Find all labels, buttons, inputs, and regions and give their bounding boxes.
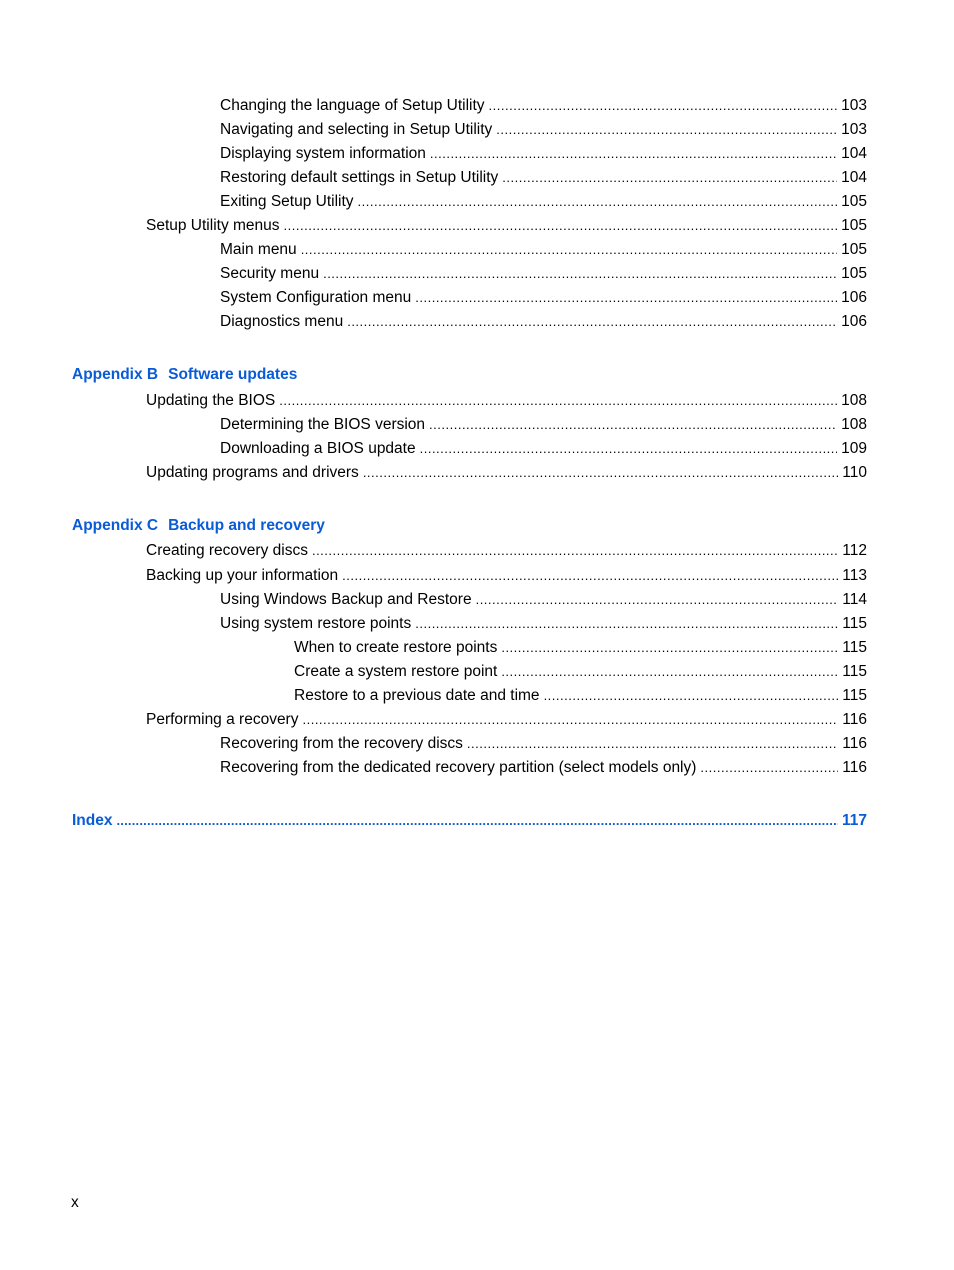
- dot-leader: [363, 463, 838, 483]
- dot-leader: [420, 439, 838, 459]
- dot-leader: [430, 144, 837, 164]
- dot-leader: [467, 734, 838, 754]
- toc-entry-page: 115: [842, 639, 867, 656]
- toc-entry[interactable]: [220, 439, 867, 459]
- toc-entry[interactable]: [220, 415, 867, 435]
- dot-leader: [501, 638, 838, 658]
- toc-entry-title: Updating the BIOS: [146, 392, 276, 409]
- toc-entry[interactable]: [220, 192, 867, 212]
- toc-entry-page: 116: [842, 711, 867, 728]
- toc-entry-page: 112: [842, 542, 867, 559]
- toc-entry-title: Determining the BIOS version: [220, 416, 426, 433]
- appendix-b-title: Software updates: [168, 366, 298, 383]
- dot-leader: [301, 240, 837, 260]
- toc-entry-page: 110: [842, 464, 867, 481]
- toc-entry-title: Recovering from the dedicated recovery partition (select models only): [220, 759, 697, 776]
- dot-leader: [502, 168, 837, 188]
- toc-entry-title: Main menu: [220, 241, 297, 258]
- dot-leader: [323, 264, 837, 284]
- toc-entry[interactable]: [294, 686, 867, 706]
- toc-entry-page: 105: [841, 193, 867, 210]
- toc-entry-title: Security menu: [220, 265, 320, 282]
- dot-leader: [429, 415, 837, 435]
- toc-entry[interactable]: [220, 312, 867, 332]
- toc-entry-title: Restoring default settings in Setup Utility: [220, 169, 499, 186]
- toc-entry-title: Diagnostics menu: [220, 313, 344, 330]
- toc-entry-page: 105: [841, 241, 867, 258]
- toc-entry-page: 104: [841, 145, 867, 162]
- dot-leader: [496, 120, 837, 140]
- toc-entry-title: Performing a recovery: [146, 711, 299, 728]
- toc-entry-title: Exiting Setup Utility: [220, 193, 354, 210]
- appendix-b-label: Appendix B: [72, 366, 159, 383]
- toc-entry-page: 115: [842, 615, 867, 632]
- dot-leader: [358, 192, 838, 212]
- dot-leader: [284, 216, 838, 236]
- toc-entry[interactable]: [294, 662, 867, 682]
- toc-entry[interactable]: [220, 240, 867, 260]
- toc-entry-page: 115: [842, 663, 867, 680]
- toc-entry-title: Create a system restore point: [294, 663, 498, 680]
- dot-leader: [544, 686, 839, 706]
- toc-entry[interactable]: [220, 758, 867, 778]
- dot-leader: [312, 541, 838, 561]
- dot-leader: [279, 391, 837, 411]
- toc-entry-page: 103: [841, 121, 867, 138]
- appendix-b-heading[interactable]: [72, 365, 297, 385]
- toc-entry-title: When to create restore points: [294, 639, 498, 656]
- toc-entry-title: System Configuration menu: [220, 289, 412, 306]
- toc-entry[interactable]: [220, 120, 867, 140]
- toc-entry[interactable]: [220, 264, 867, 284]
- toc-entry-page: 114: [842, 591, 867, 608]
- dot-leader: [415, 288, 837, 308]
- dot-leader: [700, 758, 838, 778]
- toc-entry-page: 109: [841, 440, 867, 457]
- toc-entry-page: 106: [841, 313, 867, 330]
- toc-entry-page: 105: [841, 265, 867, 282]
- appendix-c-heading[interactable]: [72, 516, 325, 536]
- index-title: Index: [72, 812, 113, 829]
- toc-entry-title: Using Windows Backup and Restore: [220, 591, 472, 608]
- toc-entry-title: Changing the language of Setup Utility: [220, 97, 485, 114]
- dot-leader: [302, 710, 838, 730]
- toc-entry[interactable]: [146, 566, 867, 586]
- toc-entry-page: 106: [841, 289, 867, 306]
- appendix-c-title: Backup and recovery: [168, 517, 325, 534]
- toc-entry-page: 104: [841, 169, 867, 186]
- toc-entry[interactable]: [146, 216, 867, 236]
- toc-entry-title: Restore to a previous date and time: [294, 687, 540, 704]
- dot-leader: [342, 566, 838, 586]
- toc-index-entry[interactable]: [72, 811, 867, 831]
- toc-entry-page: 108: [841, 392, 867, 409]
- toc-entry-title: Updating programs and drivers: [146, 464, 359, 481]
- appendix-c-label: Appendix C: [72, 517, 159, 534]
- dot-leader: [347, 312, 837, 332]
- toc-entry-page: 116: [842, 735, 867, 752]
- toc-entry-title: Displaying system information: [220, 145, 426, 162]
- toc-entry-title: Setup Utility menus: [146, 217, 280, 234]
- toc-entry-title: Creating recovery discs: [146, 542, 308, 559]
- toc-entry[interactable]: [220, 288, 867, 308]
- toc-entry[interactable]: [146, 463, 867, 483]
- toc-entry[interactable]: [146, 710, 867, 730]
- dot-leader: [116, 811, 838, 831]
- dot-leader: [476, 590, 839, 610]
- toc-entry[interactable]: [220, 168, 867, 188]
- toc-entry[interactable]: [220, 590, 867, 610]
- toc-entry-page: 108: [841, 416, 867, 433]
- toc-entry[interactable]: [220, 614, 867, 634]
- toc-entry[interactable]: [220, 96, 867, 116]
- toc-entry[interactable]: [146, 541, 867, 561]
- toc-entry[interactable]: [220, 734, 867, 754]
- toc-entry-page: 116: [842, 759, 867, 776]
- toc-entry-page: 115: [842, 687, 867, 704]
- toc-entry-title: Backing up your information: [146, 567, 339, 584]
- toc-entry[interactable]: [294, 638, 867, 658]
- toc-entry-page: 113: [842, 567, 867, 584]
- toc-entry[interactable]: [220, 144, 867, 164]
- toc-entry-title: Recovering from the recovery discs: [220, 735, 463, 752]
- dot-leader: [501, 662, 838, 682]
- toc-entry-page: 103: [841, 97, 867, 114]
- dot-leader: [489, 96, 838, 116]
- dot-leader: [415, 614, 838, 634]
- toc-entry-page: 105: [841, 217, 867, 234]
- index-page: 117: [841, 812, 867, 829]
- toc-entry-title: Navigating and selecting in Setup Utility: [220, 121, 493, 138]
- toc-entry[interactable]: [146, 391, 867, 411]
- toc-entry-title: Using system restore points: [220, 615, 412, 632]
- toc-entry-title: Downloading a BIOS update: [220, 440, 416, 457]
- page-number: x: [71, 1194, 79, 1211]
